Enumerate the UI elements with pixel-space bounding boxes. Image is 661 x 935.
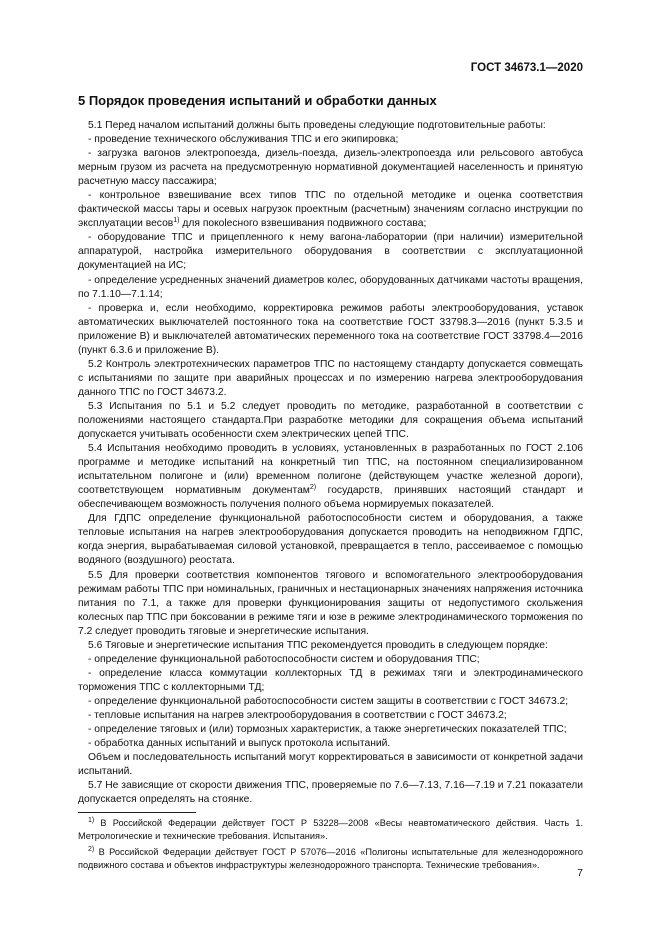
document-code-header: ГОСТ 34673.1—2020 — [470, 62, 583, 74]
section-title: 5 Порядок проведения испытаний и обработки данных — [78, 93, 437, 108]
footnote-mark: 1) — [88, 817, 95, 824]
footnote-ref-1[interactable]: 1) — [173, 217, 180, 225]
paragraph-text: 5.4 Испытания необходимо проводить в условиях, установленных в разработанных по ГОСТ 2.106 программе и методике испытаний на конкретный тип ТПС, на постоянном специализированном испытательном полигоне и (или) временном полигоне (действующем участке железной дороги), соответствующем нормативным документам — [78, 443, 583, 497]
list-item: - проведение технического обслуживания ТПС и его экипировка; — [88, 134, 399, 146]
paragraph-5-4 — [78, 442, 583, 512]
list-item-text: для покolесного взвешивания подвижного состава; — [179, 218, 427, 230]
footnote-ref-2[interactable]: 2) — [309, 484, 317, 492]
list-item: - определение класса коммутации коллекторных ТД в режимах тяги и электродинамического торможения ТПС с коллекторными ТД; — [78, 667, 583, 693]
list-item: - тепловые испытания на нагрев электрооборудования в соответствии с ГОСТ 34673.2; — [88, 709, 507, 721]
paragraph-gdps: Для ГДПС определение функциональной работоспособности систем и оборудования, а также тепловые испытания на нагрев электрооборудования допускается проводить на неподвижном ГДПС, когда энергия, вырабатываемая силовой установкой, превращается в тепло, рассеиваемое с помощью водяного (воздушного) реостата. — [78, 513, 583, 567]
list-item: - определение функциональной работоспособности систем защиты в соответствии с ГОСТ 34673.2; — [88, 695, 569, 707]
footnote-mark: 2) — [88, 846, 95, 853]
list-item: - загрузка вагонов электропоезда, дизель-поезда, дизель-электропоезда или рельсового автобуса мерным грузом из расчета на предусмотренную нормативной документацией населенность и принятую расчетную массу пассажира; — [78, 148, 583, 188]
paragraph-5-5: 5.5 Для проверки соответствия компонентов тягового и вспомогательного электрооборудования режимам работы ТПС при номинальных, граничных и нестационарных значениях напряжения источника питания по 7.1, а также для проверки функционирования защиты от недопустимого скольжения колесных пар ТПС при боксовании в режиме тяги и юзе в режиме электродинамического торможения по 7.2 следует проводить тяговые и энергетические испытания. — [78, 569, 583, 637]
footnote-divider — [78, 812, 196, 813]
list-item: - обработка данных испытаний и выпуск протокола испытаний. — [88, 738, 391, 750]
list-item-weighing — [78, 189, 583, 231]
paragraph-5-2: 5.2 Контроль электротехнических параметров ТПС по настоящему стандарту допускается совмещать с испытаниями по защите при аварийных процессах и по измерению нагрева электрооборудования данного ТПС по ГОСТ 34673.2. — [78, 358, 583, 398]
paragraph-5-7: 5.7 Не зависящие от скорости движения ТПС, проверяемые по 7.6—7.13, 7.16—7.19 и 7.21 показатели допускается определять на стоянке. — [78, 780, 583, 806]
list-item: - оборудование ТПС и прицепленного к нему вагона-лаборатории (при наличии) измерительной аппаратурой, настройка измерительного оборудования в соответствии с эксплуатационной документацией на ИС; — [78, 232, 583, 272]
document-body — [78, 119, 583, 807]
list-item: - определение тяговых и (или) тормозных характеристик, а также энергетических показателей ТПС; — [88, 724, 567, 736]
paragraph-5-1-intro: 5.1 Перед началом испытаний должны быть проведены следующие подготовительные работы: — [88, 120, 546, 131]
paragraph-volume: Объем и последовательность испытаний могут корректироваться в зависимости от конкретной задачи испытаний. — [78, 752, 583, 778]
footnote-text: В Российской Федерации действует ГОСТ Р 53228—2008 «Весы неавтоматического действия. Часть 1. Метрологические и технические требования. Испытания». — [78, 818, 583, 841]
page-number: 7 — [577, 867, 583, 879]
footnote-2 — [78, 846, 583, 871]
paragraph-text: государств, принявших настоящий стандарт и обеспечивающем возможность получения полного объема нормируемых показателей. — [78, 485, 583, 511]
paragraph-5-3: 5.3 Испытания по 5.1 и 5.2 следует проводить по методике, разработанной в соответствии с положениями настоящего стандарта.При разработке методики для сокращения объема испытаний допускается учитывать особенности схем электрических цепей ТПС. — [78, 400, 583, 441]
list-item: - определение усредненных значений диаметров колес, оборудованных датчиками частоты вращения, по 7.1.10—7.1.14; — [78, 274, 583, 300]
footnotes — [78, 817, 583, 875]
footnote-1 — [78, 817, 583, 842]
footnote-text: В Российской Федерации действует ГОСТ Р 57076—2016 «Полигоны испытательные для железнодорожного подвижного состава и объектов инфраструктуры железнодорожного транспорта. Технические требования». — [78, 847, 583, 870]
list-item: - определение функциональной работоспособности систем и оборудования ТПС; — [88, 653, 480, 665]
list-item: - проверка и, если необходимо, корректировка режимов работы электрооборудования, уставок автоматических выключателей постоянного тока на соответствие ГОСТ 33798.3—2016 (пункт 5.3.5 и приложение В) и выключателей автоматических переменного тока на соответствие ГОСТ 33798.4—2016 (пункт 6.3.6 и приложение В). — [78, 302, 583, 356]
list-item-text: - контрольное взвешивание всех типов ТПС по отдельной методике и оценка соответствия фактической массы тары и осевых нагрузок проектным (расчетным) значениям согласно инструкции по эксплуатации весов — [78, 190, 583, 230]
paragraph-5-6-intro: 5.6 Тяговые и энергетические испытания ТПС рекомендуется проводить в следующем порядке: — [88, 639, 548, 651]
